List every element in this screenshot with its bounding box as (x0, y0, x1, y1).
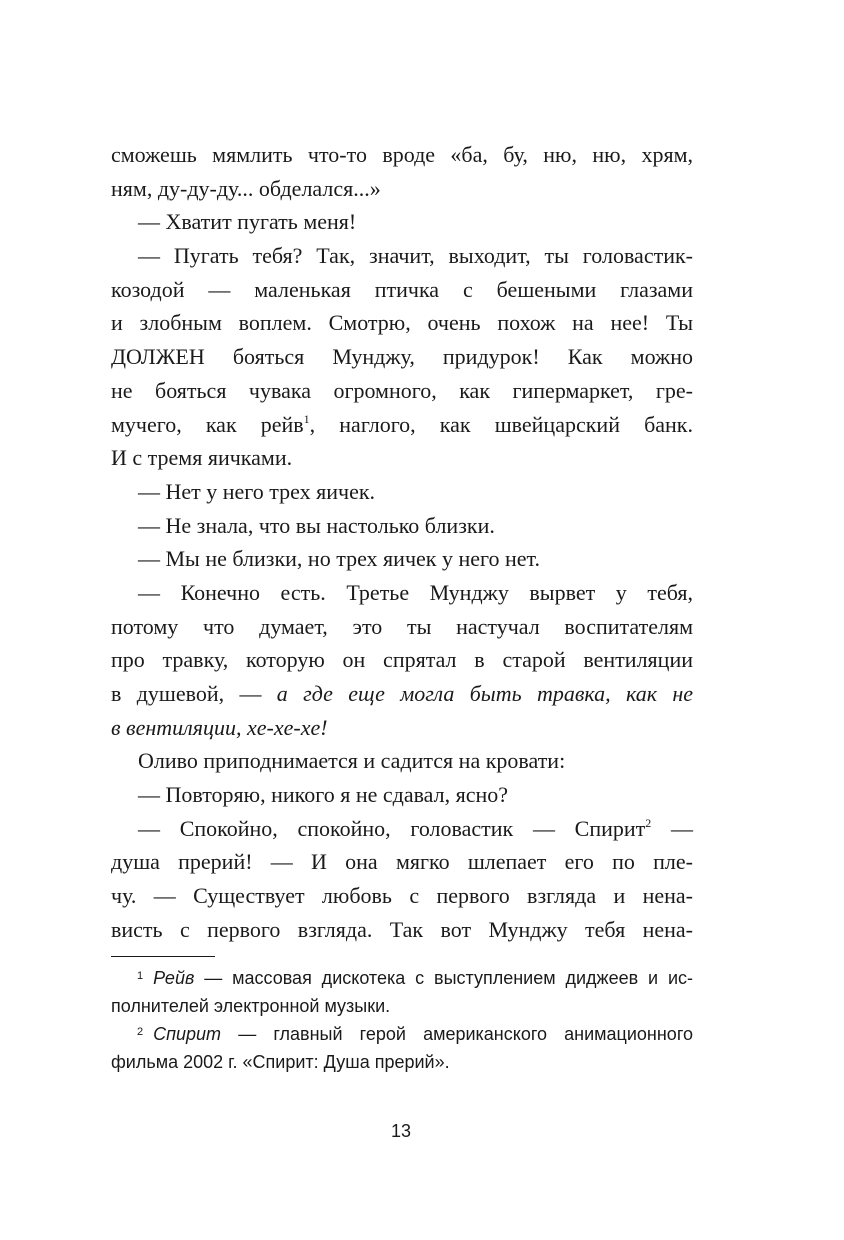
text-line (111, 812, 693, 846)
text-line: — Хватит пугать меня! (138, 209, 357, 235)
footnote-term: Рейв (153, 968, 195, 988)
footnotes (111, 964, 693, 1076)
italic-fragment: а где еще могла быть травка, как не (276, 681, 693, 706)
footnote-line (111, 1020, 693, 1048)
footnote-line (111, 964, 693, 992)
text-line: И с тремя яичками. (111, 445, 293, 471)
footnote-text: — главный герой американского анимационного (221, 1024, 693, 1044)
text-line: не бояться чувака огромного, как гипермаркет, гре- (111, 377, 693, 403)
text-line (111, 408, 693, 442)
text-line: в вентиляции, хе-хе-хе! (111, 714, 328, 740)
footnote-number: 1 (137, 970, 144, 982)
footnote-2 (111, 1020, 693, 1076)
footnote-term: Спирит (153, 1024, 222, 1044)
text-line: ДОЛЖЕН бояться Мунджу, придурок! Как можно (111, 344, 693, 370)
text-fragment: — (651, 815, 693, 841)
text-line: сможешь мямлить что-то вроде «ба, бу, ню, ню, хрям, (111, 142, 693, 167)
text-fragment: — Спокойно, спокойно, головастик — Спирит (138, 815, 646, 841)
page-number: 13 (390, 1121, 412, 1141)
text-line: потому что думает, это ты настучал воспитателям (111, 613, 693, 639)
text-line (111, 677, 693, 711)
text-line: — Конечно есть. Третье Мунджу вырвет у тебя, (138, 579, 693, 605)
footnote-number: 2 (137, 1026, 144, 1038)
footnote-line: полнителей электронной музыки. (111, 996, 391, 1016)
footnote-ref-2: 2 (645, 815, 652, 830)
text-line: чу. — Существует любовь с первого взгляда и нена- (111, 883, 693, 909)
text-line: Оливо приподнимается и садится на кровати: (138, 748, 566, 774)
text-line: — Не знала, что вы настолько близки. (138, 512, 495, 538)
text-line: висть с первого взгляда. Так вот Мунджу тебя нена- (111, 916, 693, 942)
footnote-divider (111, 956, 215, 957)
text-line: — Мы не близки, но трех яичек у него нет. (138, 546, 540, 572)
text-line: козодой — маленькая птичка с бешеными глазами (111, 276, 693, 302)
text-fragment: в душевой, — (111, 681, 277, 706)
footnote-text: — массовая дискотека с выступлением диджеев и ис- (194, 968, 693, 988)
text-line: — Повторяю, никого я не сдавал, ясно? (138, 782, 509, 808)
footnote-1 (111, 964, 693, 1020)
footnote-line: фильма 2002 г. «Спирит: Душа прерий». (111, 1052, 450, 1072)
footnote-ref-1: 1 (303, 411, 310, 426)
text-line: душа прерий! — И она мягко шлепает его по пле- (111, 849, 693, 875)
main-text (111, 138, 693, 947)
text-line: и злобным воплем. Смотрю, очень похож на нее! Ты (111, 310, 693, 336)
text-line: — Нет у него трех яичек. (138, 478, 376, 504)
text-line: про травку, которую он спрятал в старой вентиляции (111, 647, 693, 673)
text-fragment: , наглого, как швейцарский банк. (309, 411, 693, 437)
text-line: — Пугать тебя? Так, значит, выходит, ты головастик- (138, 243, 693, 269)
text-fragment: мучего, как рейв (111, 411, 304, 437)
text-line: ням, ду-ду-ду... обделался...» (111, 175, 381, 201)
